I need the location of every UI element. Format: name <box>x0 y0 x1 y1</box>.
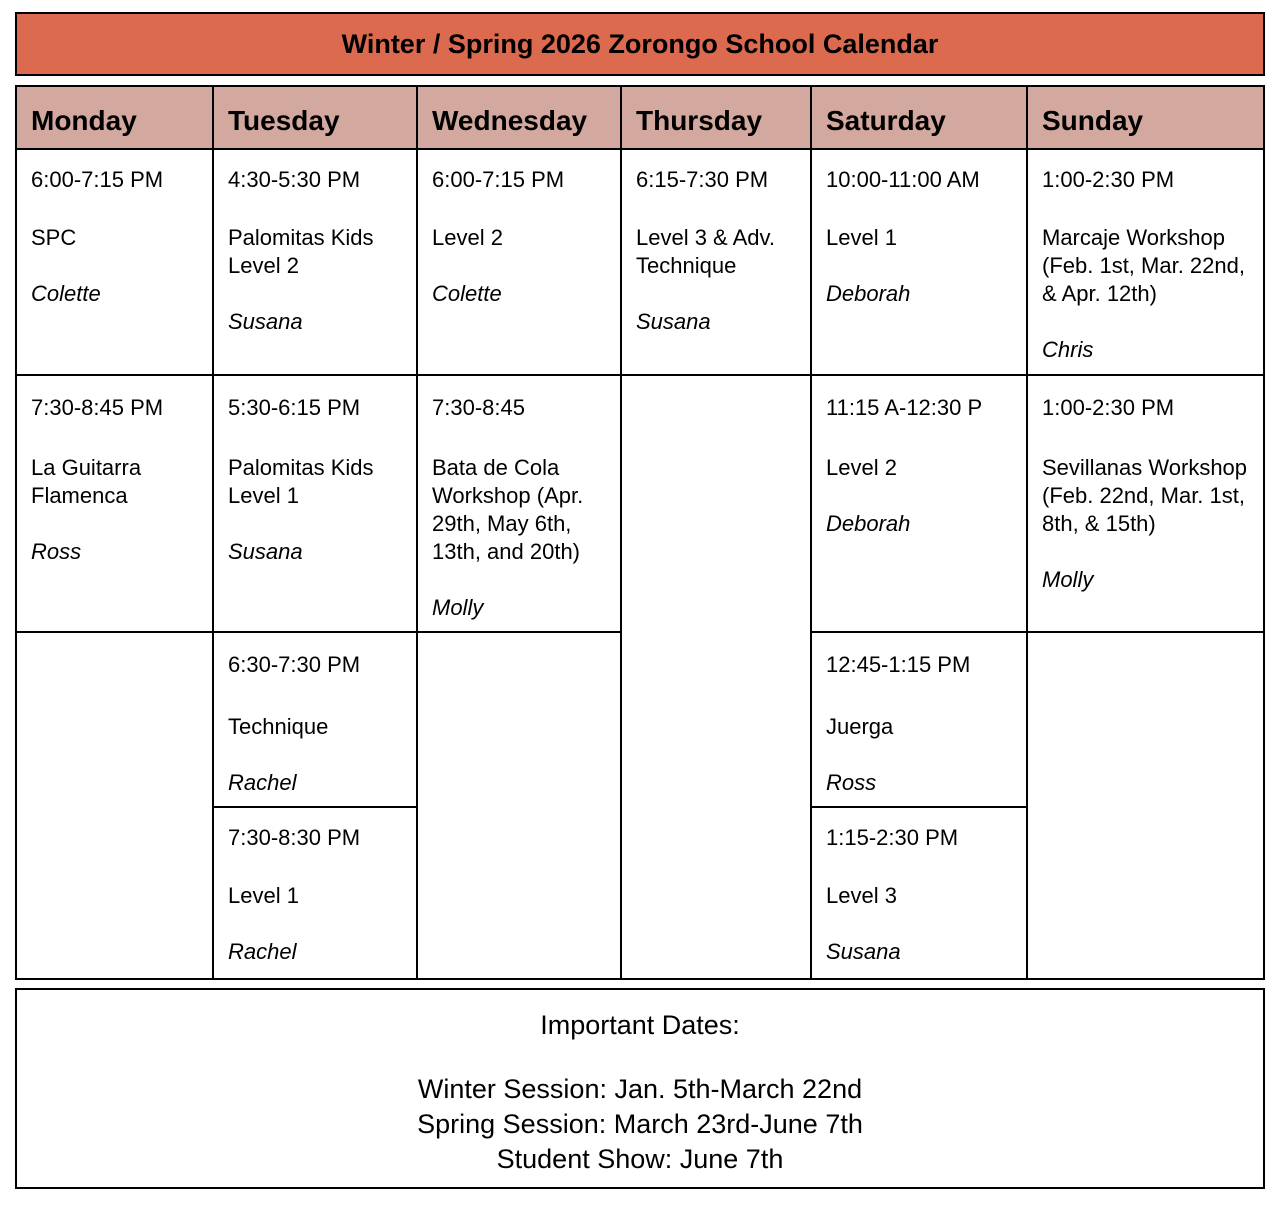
class-instructor: Colette <box>31 281 101 306</box>
class-instructor: Susana <box>636 309 711 334</box>
class-cell <box>1028 376 1263 633</box>
class-cell <box>17 150 213 376</box>
day-header: Thursday <box>622 87 812 150</box>
column-saturday <box>810 87 1028 978</box>
column-tuesday <box>212 87 418 978</box>
column-thursday <box>620 87 812 978</box>
class-time: 7:30-8:45 PM <box>31 395 164 420</box>
class-cell <box>418 376 622 633</box>
class-cell <box>812 633 1028 808</box>
class-instructor: Susana <box>228 309 303 334</box>
class-cell <box>214 633 418 808</box>
class-cell <box>1028 150 1263 376</box>
class-name: Technique <box>228 714 329 739</box>
class-name: SPC <box>31 225 77 250</box>
class-cell <box>418 150 622 376</box>
important-date-line: Winter Session: Jan. 5th-March 22nd <box>417 1074 863 1104</box>
class-instructor: Chris <box>1042 337 1094 362</box>
class-time: 6:15-7:30 PM <box>636 167 769 192</box>
class-name: La Guitarra Flamenca <box>31 455 142 508</box>
class-name: Level 2 <box>432 225 503 250</box>
class-time: 4:30-5:30 PM <box>228 167 361 192</box>
day-header: Wednesday <box>418 87 622 150</box>
class-name: Level 3 <box>826 883 897 908</box>
class-name: Level 2 <box>826 455 897 480</box>
class-time: 7:30-8:30 PM <box>228 825 361 850</box>
class-time: 1:15-2:30 PM <box>826 825 959 850</box>
class-instructor: Susana <box>228 539 303 564</box>
class-instructor: Ross <box>826 770 877 795</box>
class-time: 11:15 A-12:30 P <box>826 395 983 420</box>
important-date-line: Spring Session: March 23rd-June 7th <box>417 1109 863 1139</box>
class-time: 5:30-6:15 PM <box>228 395 361 420</box>
class-time: 6:00-7:15 PM <box>432 167 565 192</box>
calendar-title: Winter / Spring 2026 Zorongo School Calendar <box>15 12 1265 76</box>
class-time: 10:00-11:00 AM <box>826 167 980 192</box>
class-cell <box>812 376 1028 633</box>
class-cell <box>812 150 1028 376</box>
column-sunday <box>1026 87 1263 978</box>
important-dates-box <box>15 988 1265 1189</box>
class-cell <box>622 150 812 376</box>
day-header: Tuesday <box>214 87 418 150</box>
class-name: Level 1 <box>826 225 897 250</box>
class-instructor: Ross <box>31 539 82 564</box>
class-cell <box>214 376 418 633</box>
class-cell <box>214 150 418 376</box>
class-cell <box>17 376 213 633</box>
class-cell <box>812 808 1028 978</box>
class-instructor: Deborah <box>826 281 911 306</box>
important-dates-heading: Important Dates: <box>540 1010 740 1040</box>
schedule-grid <box>15 85 1265 980</box>
column-monday <box>17 87 213 978</box>
class-instructor: Colette <box>432 281 502 306</box>
important-date-line: Student Show: June 7th <box>496 1144 784 1174</box>
class-name: Bata de Cola Workshop (Apr. 29th, May 6th, 13th, and 20th) <box>432 455 584 564</box>
day-header: Monday <box>17 87 213 150</box>
class-instructor: Molly <box>1042 567 1094 592</box>
class-instructor: Deborah <box>826 511 911 536</box>
class-instructor: Molly <box>432 595 484 620</box>
class-time: 7:30-8:45 <box>432 395 525 420</box>
class-name: Level 3 & Adv. Technique <box>636 225 776 278</box>
class-time: 6:00-7:15 PM <box>31 167 164 192</box>
class-name: Juerga <box>826 714 894 739</box>
day-header: Sunday <box>1028 87 1263 150</box>
class-time: 1:00-2:30 PM <box>1042 395 1175 420</box>
class-name: Marcaje Workshop (Feb. 1st, Mar. 22nd, & Apr. 12th) <box>1042 225 1245 306</box>
class-cell <box>214 808 418 978</box>
class-name: Level 1 <box>228 883 299 908</box>
day-header: Saturday <box>812 87 1028 150</box>
class-name: Palomitas Kids Level 2 <box>228 225 374 278</box>
class-name: Palomitas Kids Level 1 <box>228 455 374 508</box>
column-wednesday <box>416 87 622 978</box>
class-instructor: Rachel <box>228 770 297 795</box>
class-instructor: Rachel <box>228 939 297 964</box>
class-time: 12:45-1:15 PM <box>826 652 971 677</box>
class-name: Sevillanas Workshop (Feb. 22nd, Mar. 1st, 8th, & 15th) <box>1042 455 1248 536</box>
class-time: 6:30-7:30 PM <box>228 652 361 677</box>
class-instructor: Susana <box>826 939 901 964</box>
class-time: 1:00-2:30 PM <box>1042 167 1175 192</box>
